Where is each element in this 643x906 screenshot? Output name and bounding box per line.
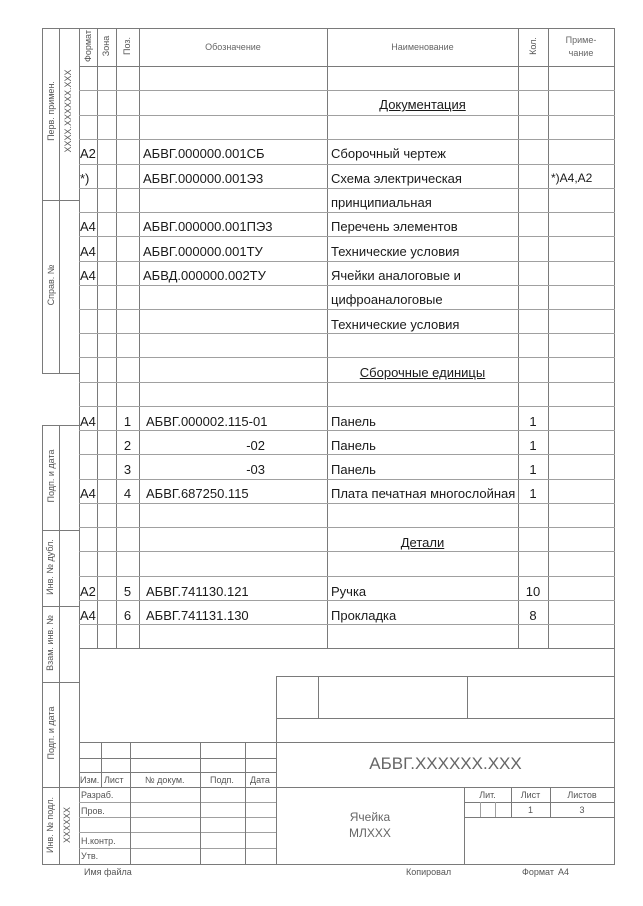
header-qty: Кол. [528,37,538,55]
cell-designation: АБВГ.741131.130 [146,608,249,623]
cell-designation: АБВГ.000000.001Э3 [143,171,264,186]
side-inv-podl: Инв. № подл. [45,796,55,854]
cell-name: Технические условия [331,317,460,332]
side-perv-primen: Перв. примен. [46,81,56,141]
cell-designation: АБВГ.000000.001ТУ [143,244,263,259]
cell-designation: АБВГ.000000.001ПЭ3 [143,219,273,234]
side-podp-data-2: Подп. и дата [46,706,56,760]
cell-format: A4 [80,244,96,259]
cell-format: A4 [80,268,96,283]
section-heading: Детали [400,535,445,550]
footer-format-value: А4 [558,867,570,877]
cell-name: Панель [331,414,376,429]
cell-qty: 1 [529,462,537,477]
cell-pos: 4 [123,486,132,501]
header-designation: Обозначение [205,42,261,52]
cell-name: Сборочный чертеж [331,146,446,161]
stamp-n-kontr: Н.контр. [81,836,116,846]
cell-pos: 3 [123,462,132,477]
side-vzam-inv: Взам. инв. № [45,615,55,671]
header-zone: Зона [101,35,111,57]
cell-note: *)А4,А2 [551,171,593,185]
cell-designation: -02 [246,438,265,453]
cell-designation: АБВД.000000.002ТУ [143,268,266,283]
cell-name: Прокладка [331,608,397,623]
section-heading: Сборочные единицы [359,365,486,380]
stamp-izm: Изм. [80,775,100,785]
stamp-podp: Подп. [210,775,234,785]
cell-qty: 1 [529,438,537,453]
header-format: Формат [83,30,93,62]
cell-format: A2 [80,584,96,599]
document-title-1: Ячейка [349,810,391,824]
cell-name: Ручка [331,584,367,599]
cell-name: Перечень элементов [331,219,458,234]
side-podp-data-1: Подп. и дата [46,449,56,503]
cell-qty: 1 [529,414,537,429]
cell-name: Панель [331,438,376,453]
footer-file-name: Имя файла [84,867,132,877]
cell-name: Ячейки аналоговые и [331,268,461,283]
header-pos: Поз. [122,37,132,55]
stamp-n-dokum: № докум. [145,775,185,785]
cell-format: A4 [80,414,96,429]
cell-name: цифроаналоговые [331,292,443,307]
stamp-razrab: Разраб. [81,790,114,800]
cell-format: A2 [80,146,96,161]
cell-name: Плата печатная многослойная [331,486,516,501]
cell-designation: АБВГ.741130.121 [146,584,249,599]
cell-pos: 6 [123,608,132,623]
stamp-list-value: 1 [527,805,533,815]
header-note-1: Приме- [565,35,597,45]
cell-name: Технические условия [331,244,460,259]
section-heading: Документация [379,97,466,112]
cell-qty: 1 [529,486,537,501]
cell-format: A4 [80,608,96,623]
stamp-list-label: Лист [520,790,541,800]
cell-format: A4 [80,219,96,234]
document-title-2: МЛХХХ [349,826,391,840]
cell-name: Панель [331,462,376,477]
document-code: АБВГ.XXXXXX.XXX [369,754,522,773]
cell-pos: 2 [123,438,132,453]
side-inv-dubl: Инв. № дубл. [45,539,55,595]
cell-qty: 8 [529,608,537,623]
side-sprav: Справ. № [46,264,56,306]
cell-designation: АБВГ.000000.001СБ [143,146,265,161]
cell-name: Схема электрическая [331,171,462,186]
cell-format: *) [80,171,90,186]
cell-designation: АБВГ.687250.115 [146,486,249,501]
cell-qty: 10 [525,584,541,599]
footer-copied: Копировал [406,867,452,877]
cell-name: принципиальная [331,195,432,210]
header-name: Наименование [391,42,454,52]
side-perv-value: ХХХХ.ХХХХХХ.ХХХ [63,69,73,153]
header-note-2: чание [568,48,594,58]
stamp-prov: Пров. [81,806,105,816]
footer-format-label: Формат [522,867,554,877]
cell-designation: АБВГ.000002.115-01 [146,414,268,429]
side-inv-value: ХХХХХХ [62,806,72,844]
stamp-listov-value: 3 [579,805,585,815]
stamp-data: Дата [250,775,270,785]
cell-designation: -03 [246,462,265,477]
stamp-list: Лист [104,775,124,785]
stamp-lit: Лит. [479,790,496,800]
cell-pos: 5 [123,584,132,599]
cell-format: A4 [80,486,96,501]
stamp-listov: Листов [567,790,597,800]
stamp-utv: Утв. [81,851,99,861]
cell-pos: 1 [123,414,132,429]
